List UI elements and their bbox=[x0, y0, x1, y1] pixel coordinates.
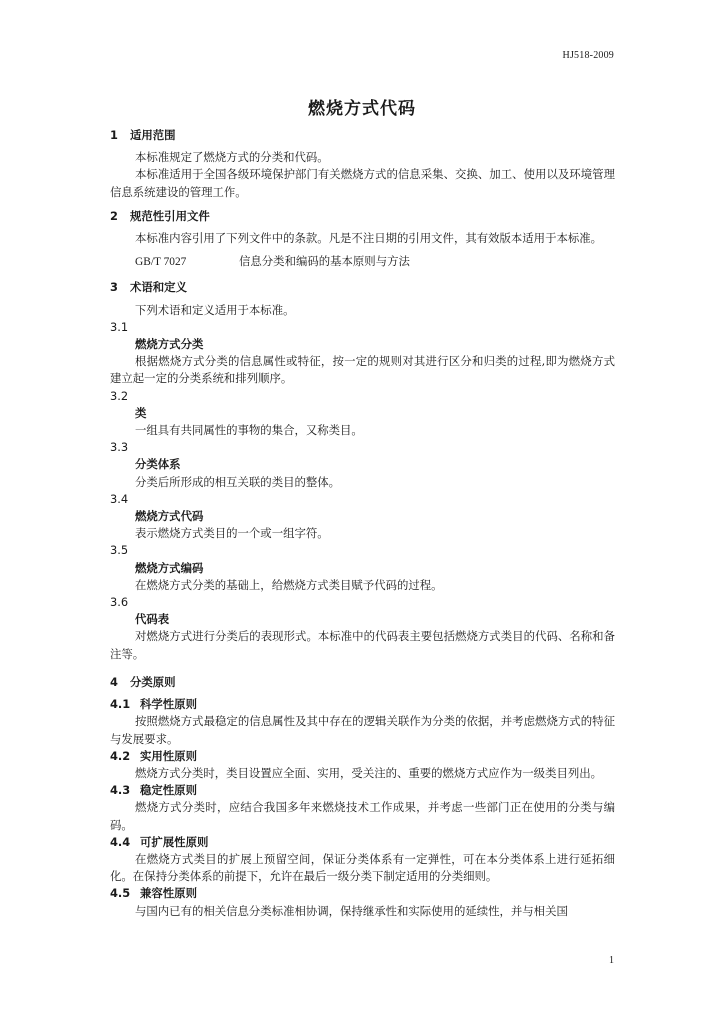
subsection-number: 4.4 bbox=[110, 834, 131, 849]
standard-number: HJ518-2009 bbox=[562, 50, 614, 61]
document-body bbox=[110, 124, 615, 920]
paragraph: 本标准规定了燃烧方式的分类和代码。 bbox=[135, 150, 329, 165]
subsection-title: 稳定性原则 bbox=[140, 783, 197, 798]
term-definition: 分类后所形成的相互关联的类目的整体。 bbox=[135, 474, 341, 489]
subsection-number: 4.1 bbox=[110, 697, 131, 712]
subsection-heading bbox=[110, 885, 615, 902]
paragraph: 本标准适用于全国各级环境保护部门有关燃烧方式的信息采集、交换、加工、使用以及环境管理信息系统建设的管理工作。 bbox=[110, 167, 615, 199]
section-number: 1 bbox=[110, 128, 118, 142]
reference-code: GB/T 7027 bbox=[135, 256, 187, 269]
term-number: 3.6 bbox=[110, 595, 129, 610]
paragraph: 与国内已有的相关信息分类标准相协调，保持继承性和实际使用的延续性，并与相关国 bbox=[135, 903, 568, 918]
term-number: 3.2 bbox=[110, 388, 129, 403]
term-definition: 根据燃烧方式分类的信息属性或特征，按一定的规则对其进行区分和归类的过程,即为燃烧方式建立起一定的分类系统和排列顺序。 bbox=[110, 354, 615, 386]
section-2-heading bbox=[110, 208, 615, 225]
page-number: 1 bbox=[609, 955, 614, 966]
section-number: 4 bbox=[110, 674, 118, 689]
term-definition: 对燃烧方式进行分类后的表现形式。本标准中的代码表主要包括燃烧方式类目的代码、名称和备注等。 bbox=[110, 629, 615, 661]
paragraph: 燃烧方式分类时，应结合我国多年来燃烧技术工作成果，并考虑一些部门正在使用的分类与编码。 bbox=[110, 800, 615, 832]
section-1-heading bbox=[110, 127, 615, 144]
subsection-title: 科学性原则 bbox=[140, 697, 197, 712]
term-definition: 表示燃烧方式类目的一个或一组字符。 bbox=[135, 526, 329, 541]
term-number: 3.5 bbox=[110, 543, 129, 558]
subsection-heading bbox=[110, 696, 615, 713]
subsection-number: 4.2 bbox=[110, 748, 131, 763]
section-3-heading bbox=[110, 279, 615, 296]
page-title: 燃烧方式代码 bbox=[308, 99, 416, 119]
term-definition: 一组具有共同属性的事物的集合，又称类目。 bbox=[135, 423, 363, 438]
section-4-heading bbox=[110, 674, 615, 691]
reference-title: 信息分类和编码的基本原则与方法 bbox=[239, 254, 410, 269]
subsection-number: 4.3 bbox=[110, 783, 131, 798]
normative-reference bbox=[110, 253, 615, 271]
section-title: 术语和定义 bbox=[130, 280, 187, 295]
section-number: 3 bbox=[110, 280, 118, 295]
section-title: 适用范围 bbox=[130, 128, 176, 142]
term-number: 3.3 bbox=[110, 440, 129, 455]
subsection-title: 可扩展性原则 bbox=[140, 834, 209, 849]
term-name: 燃烧方式代码 bbox=[135, 509, 204, 524]
term-name: 分类体系 bbox=[135, 457, 181, 472]
paragraph: 燃烧方式分类时，类目设置应全面、实用，受关注的、重要的燃烧方式应作为一级类目列出。 bbox=[135, 765, 603, 780]
paragraph: 在燃烧方式类目的扩展上预留空间，保证分类体系有一定弹性，可在本分类体系上进行延拓细化。在保持分类体系的前提下，允许在最后一级分类下制定适用的分类细则。 bbox=[110, 851, 615, 884]
term-name: 类 bbox=[135, 405, 147, 420]
subsection-number: 4.5 bbox=[110, 886, 131, 901]
paragraph: 按照燃烧方式最稳定的信息属性及其中存在的逻辑关联作为分类的依据，并考虑燃烧方式的特征与发展要求。 bbox=[110, 714, 615, 746]
term-number: 3.4 bbox=[110, 491, 129, 506]
subsection-heading bbox=[110, 782, 615, 799]
section-title: 分类原则 bbox=[130, 674, 176, 689]
section-title: 规范性引用文件 bbox=[130, 208, 210, 223]
term-name: 代码表 bbox=[135, 612, 170, 627]
paragraph: 下列术语和定义适用于本标准。 bbox=[135, 302, 295, 317]
paragraph: 本标准内容引用了下列文件中的条款。凡是不注日期的引用文件，其有效版本适用于本标准。 bbox=[135, 231, 603, 246]
section-number: 2 bbox=[110, 208, 118, 223]
subsection-title: 实用性原则 bbox=[140, 748, 197, 763]
term-name: 燃烧方式分类 bbox=[135, 337, 204, 352]
subsection-title: 兼容性原则 bbox=[140, 886, 197, 901]
term-number: 3.1 bbox=[110, 319, 129, 334]
subsection-heading bbox=[110, 834, 615, 851]
term-definition: 在燃烧方式分类的基础上，给燃烧方式类目赋予代码的过程。 bbox=[135, 577, 443, 592]
term-name: 燃烧方式编码 bbox=[135, 560, 204, 575]
subsection-heading bbox=[110, 748, 615, 765]
